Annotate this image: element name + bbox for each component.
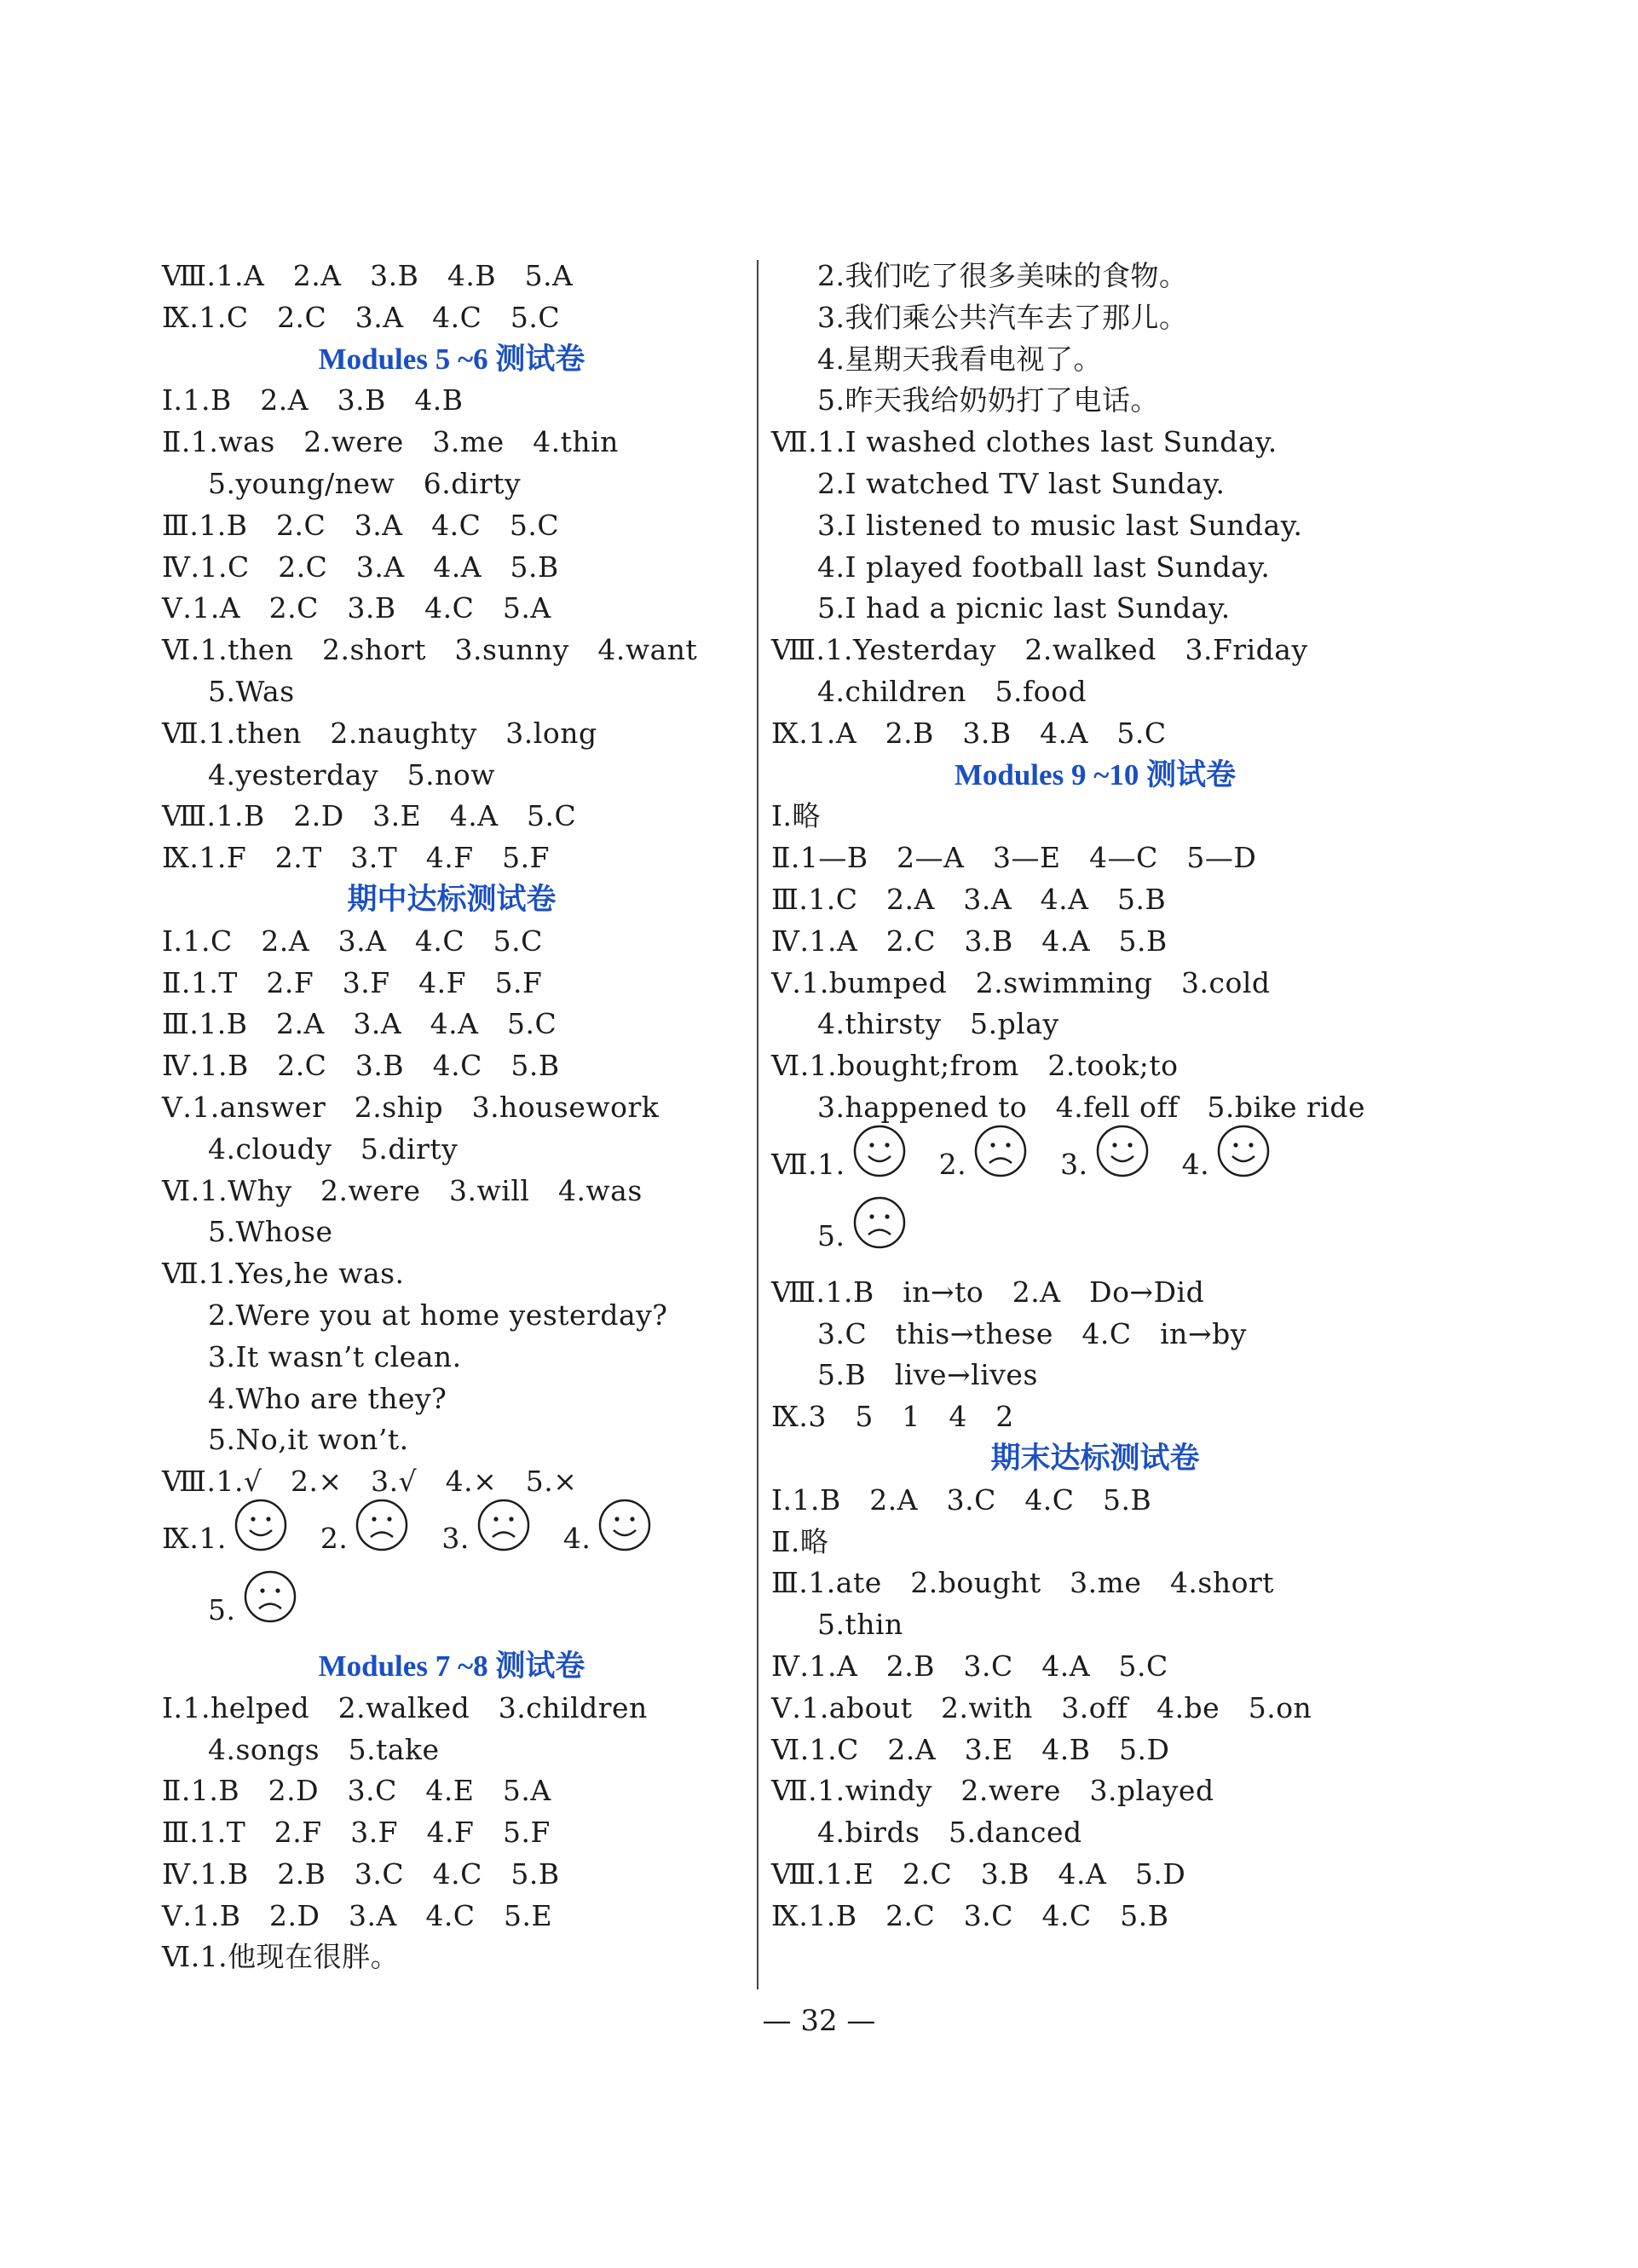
answer-line-continued: 4.songs 5.take <box>208 1732 440 1766</box>
answer-line-continued: 4.children 5.food <box>817 674 1087 708</box>
answer-line-continued: 3.It wasn’t clean. <box>208 1339 462 1373</box>
answer-line: Ⅳ.1.A 2.C 3.B 4.A 5.B <box>771 924 1168 958</box>
answer-line: Ⅰ.略 <box>771 799 822 833</box>
answer-line: Ⅷ.1.Yesterday 2.walked 3.Friday <box>771 633 1308 667</box>
answer-line-continued: 5.Was <box>208 674 295 708</box>
answer-line-continued: 5.young/new 6.dirty <box>208 466 522 500</box>
answer-line: Ⅷ.1.B 2.D 3.E 4.A 5.C <box>162 799 577 833</box>
answer-line: Ⅶ.1.I washed clothes last Sunday. <box>771 425 1278 459</box>
answer-line-continued: 3.happened to 4.fell off 5.bike ride <box>817 1090 1366 1124</box>
answer-line: Ⅴ.1.about 2.with 3.off 4.be 5.on <box>771 1690 1312 1724</box>
sad-face-icon <box>852 1195 907 1276</box>
answer-line-continued: 3.I listened to music last Sunday. <box>817 508 1303 542</box>
answer-line: Ⅵ.1.他现在很胖。 <box>162 1940 400 1974</box>
answer-line: Ⅲ.1.B 2.A 3.A 4.A 5.C <box>162 1007 557 1041</box>
answer-line: Ⅷ.1.E 2.C 3.B 4.A 5.D <box>771 1856 1186 1891</box>
answer-line-continued: 4.I played football last Sunday. <box>817 550 1271 584</box>
smiley-answer <box>199 1498 288 1579</box>
answer-line: Ⅰ.1.B 2.A 3.C 4.C 5.B <box>771 1482 1152 1517</box>
answer-line: Ⅳ.1.C 2.C 3.A 4.A 5.B <box>162 550 559 584</box>
smiley-answer-row <box>162 1574 741 1646</box>
answer-line: Ⅴ.1.A 2.C 3.B 4.C 5.A <box>162 591 551 625</box>
answer-line: Ⅶ.1.Yes,he was. <box>162 1257 405 1291</box>
answer-line: Ⅱ.1.was 2.were 3.me 4.thin <box>162 425 619 459</box>
smiley-answer <box>320 1498 410 1579</box>
section-title: 期末达标测试卷 <box>990 1441 1200 1475</box>
answer-line: Ⅸ.1.A 2.B 3.B 4.A 5.C <box>771 716 1167 750</box>
answer-line: Ⅴ.1.answer 2.ship 3.housework <box>162 1090 660 1124</box>
answer-line: Ⅳ.1.A 2.B 3.C 4.A 5.C <box>771 1649 1168 1683</box>
answer-line-continued: 5.B live→lives <box>817 1358 1038 1392</box>
page-number: — 32 — <box>762 2004 876 2038</box>
answer-line: Ⅸ.1.B 2.C 3.C 4.C 5.B <box>771 1898 1169 1932</box>
answer-line: Ⅵ.1.C 2.A 3.E 4.B 5.D <box>771 1732 1170 1766</box>
smiley-answer <box>817 1195 907 1276</box>
smiley-answer-row <box>771 1129 1419 1200</box>
question-numeral: Ⅸ. <box>162 1521 199 1555</box>
answer-number: 5. <box>817 1218 845 1252</box>
answer-line: Ⅵ.1.then 2.short 3.sunny 4.want <box>162 633 698 667</box>
answer-line-continued: 2.我们吃了很多美味的食物。 <box>817 259 1188 292</box>
happy-face-icon <box>852 1124 907 1205</box>
answer-line: Ⅱ.1.B 2.D 3.C 4.E 5.A <box>162 1774 551 1808</box>
answer-number: 2. <box>938 1147 967 1181</box>
answer-number: 4. <box>1181 1147 1210 1181</box>
sad-face-icon <box>243 1569 297 1650</box>
answer-line-continued: 2.Were you at home yesterday? <box>208 1298 668 1332</box>
smiley-answer <box>441 1498 531 1579</box>
answer-number: 3. <box>441 1521 470 1555</box>
answer-line-continued: 3.我们乘公共汽车去了那儿。 <box>817 300 1188 334</box>
answer-line-continued: 2.I watched TV last Sunday. <box>817 466 1226 500</box>
answer-line: Ⅲ.1.T 2.F 3.F 4.F 5.F <box>162 1816 551 1850</box>
answer-line-continued: 4.cloudy 5.dirty <box>208 1131 459 1166</box>
right-column <box>771 256 1419 1937</box>
answer-line: Ⅴ.1.B 2.D 3.A 4.C 5.E <box>162 1898 553 1932</box>
answer-line-continued: 4.birds 5.danced <box>817 1816 1082 1850</box>
answer-line: Ⅲ.1.ate 2.bought 3.me 4.short <box>771 1566 1275 1600</box>
smiley-answer <box>939 1124 1029 1205</box>
smiley-answer <box>817 1124 907 1205</box>
answer-line: Ⅷ.1.A 2.A 3.B 4.B 5.A <box>162 259 574 292</box>
smiley-answer-row <box>771 1200 1419 1272</box>
answer-line: Ⅷ.1.B in→to 2.A Do→Did <box>771 1275 1205 1309</box>
answer-line-continued: 4.yesterday 5.now <box>208 757 495 791</box>
answer-line: Ⅱ.1—B 2—A 3—E 4—C 5—D <box>771 841 1257 875</box>
section-title: Modules 5 ~6 测试卷 <box>318 342 585 376</box>
answer-line-continued: 5.I had a picnic last Sunday. <box>817 591 1231 625</box>
answer-line: Ⅷ.1.√ 2.× 3.√ 4.× 5.× <box>162 1465 578 1499</box>
answer-line-continued: 4.thirsty 5.play <box>817 1007 1059 1041</box>
answer-line: Ⅸ.3 5 1 4 2 <box>771 1400 1014 1434</box>
sad-face-icon <box>476 1498 531 1579</box>
sad-face-icon <box>355 1498 409 1579</box>
answer-line: Ⅱ.1.T 2.F 3.F 4.F 5.F <box>162 965 543 999</box>
question-numeral: Ⅶ. <box>771 1147 818 1181</box>
answer-line-continued: 5.Whose <box>208 1215 333 1249</box>
left-column <box>162 256 741 1978</box>
smiley-answer-row <box>162 1503 741 1574</box>
answer-number: 3. <box>1060 1147 1088 1181</box>
column-divider <box>757 260 758 1989</box>
happy-face-icon <box>234 1498 288 1579</box>
answer-line-continued: 5.thin <box>817 1608 903 1642</box>
happy-face-icon <box>1095 1124 1150 1205</box>
answer-line: Ⅸ.1.F 2.T 3.T 4.F 5.F <box>162 841 550 875</box>
answer-line: Ⅵ.1.bought;from 2.took;to <box>771 1049 1179 1083</box>
answer-line-continued: 3.C this→these 4.C in→by <box>817 1316 1247 1350</box>
answer-line-continued: 5.No,it won’t. <box>208 1423 409 1457</box>
sad-face-icon <box>973 1124 1028 1205</box>
answer-line: Ⅶ.1.windy 2.were 3.played <box>771 1774 1214 1808</box>
answer-line: Ⅰ.1.B 2.A 3.B 4.B <box>162 383 464 417</box>
section-title: Modules 7 ~8 测试卷 <box>318 1649 585 1683</box>
answer-line: Ⅱ.略 <box>771 1524 829 1558</box>
answer-line: Ⅸ.1.C 2.C 3.A 4.C 5.C <box>162 300 561 334</box>
answer-line: Ⅶ.1.then 2.naughty 3.long <box>162 716 597 750</box>
smiley-answer <box>208 1569 297 1650</box>
answer-number: 1. <box>817 1147 845 1181</box>
answer-number: 4. <box>562 1521 591 1555</box>
answer-line: Ⅳ.1.B 2.C 3.B 4.C 5.B <box>162 1049 560 1083</box>
answer-line: Ⅴ.1.bumped 2.swimming 3.cold <box>771 965 1271 999</box>
smiley-answer <box>563 1498 653 1579</box>
answer-line-continued: 5.昨天我给奶奶打了电话。 <box>817 383 1159 417</box>
smiley-answer <box>1060 1124 1150 1205</box>
answer-number: 2. <box>320 1521 349 1555</box>
answer-line-continued: 4.Who are they? <box>208 1381 447 1415</box>
section-title: Modules 9 ~10 测试卷 <box>954 757 1237 791</box>
smiley-answer <box>1182 1124 1272 1205</box>
answer-line-continued: 4.星期天我看电视了。 <box>817 342 1102 376</box>
answer-line: Ⅲ.1.B 2.C 3.A 4.C 5.C <box>162 508 560 542</box>
answer-number: 1. <box>199 1521 227 1555</box>
answer-line: Ⅰ.1.helped 2.walked 3.children <box>162 1690 648 1724</box>
answer-line: Ⅰ.1.C 2.A 3.A 4.C 5.C <box>162 924 543 958</box>
answer-line: Ⅵ.1.Why 2.were 3.will 4.was <box>162 1173 643 1207</box>
answer-line: Ⅲ.1.C 2.A 3.A 4.A 5.B <box>771 882 1167 916</box>
answer-number: 5. <box>208 1592 236 1626</box>
happy-face-icon <box>1216 1124 1271 1205</box>
happy-face-icon <box>597 1498 652 1579</box>
answer-line: Ⅳ.1.B 2.B 3.C 4.C 5.B <box>162 1856 560 1891</box>
section-title: 期中达标测试卷 <box>347 882 557 916</box>
